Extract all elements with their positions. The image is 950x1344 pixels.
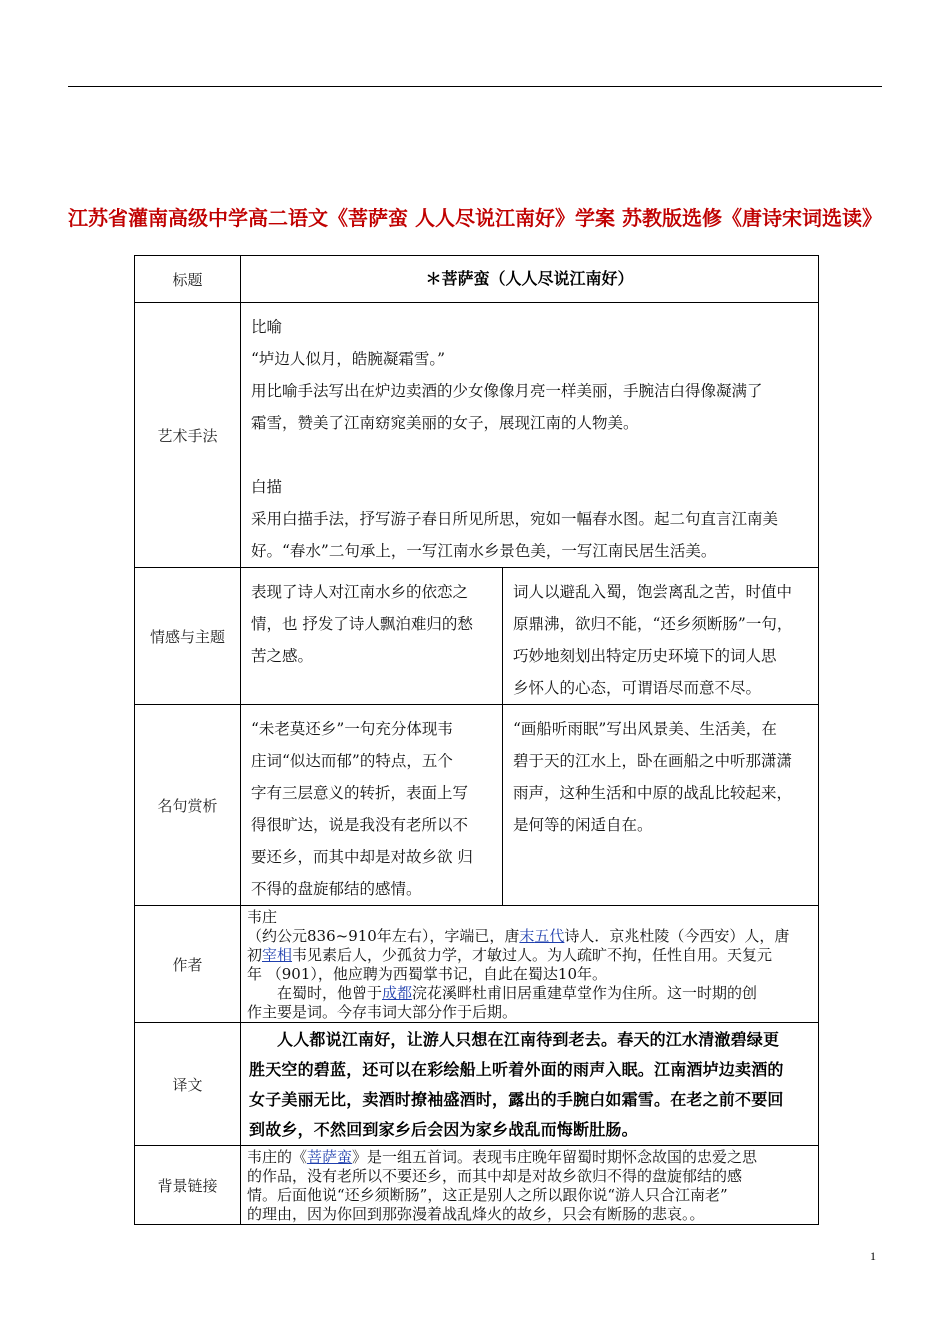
art-sketch-line: 采用白描手法，抒写游子春日所见所思，宛如一幅春水图。起二句直言江南美 xyxy=(251,510,779,528)
emotion-right-line: 原鼎沸，欲归不能，“还乡须断肠”一句， xyxy=(513,615,793,633)
row-art xyxy=(135,303,819,568)
row-translation xyxy=(135,1023,819,1146)
emotion-right-line: 巧妙地刻划出特定历史环境下的词人思 xyxy=(513,647,777,665)
link-chengdu[interactable]: 成都 xyxy=(382,984,413,1002)
famous-right-line: 碧于天的江水上，卧在画船之中听那潇潇 xyxy=(513,752,793,770)
famous-left-line: 要还乡，而其中却是对故乡欲 归 xyxy=(251,848,473,866)
background-line: 情。后面他说“还乡须断肠”，这正是别人之所以跟你说“游人只合江南老” xyxy=(247,1186,728,1204)
emotion-right xyxy=(503,568,819,705)
row-background xyxy=(135,1146,819,1225)
translation-line: 人人都说江南好，让游人只想在江南待到老去。春天的江水清澈碧绿更 xyxy=(277,1030,780,1049)
emotion-left-line: 苦之感。 xyxy=(251,647,314,665)
link-pusaman[interactable]: 菩萨蛮 xyxy=(307,1148,353,1166)
emotion-right-line: 乡怀人的心态，可谓语尽而意不尽。 xyxy=(513,679,762,697)
row-emotion xyxy=(135,568,819,705)
emotion-left-line: 情，也 抒发了诗人飘泊难归的愁 xyxy=(251,615,473,633)
link-wudai[interactable]: 五代 xyxy=(534,927,565,945)
link-mo[interactable]: 末 xyxy=(519,927,535,945)
label-title: 标题 xyxy=(135,256,241,303)
art-metaphor-heading: 比喻 xyxy=(251,318,283,336)
document-title: 江苏省灌南高级中学高二语文《菩萨蛮 人人尽说江南好》学案 苏教版选修《唐诗宋词选读》 xyxy=(68,206,882,230)
art-metaphor-line: 霜雪，赞美了江南窈窕美丽的女子，展现江南的人物美。 xyxy=(251,414,639,432)
famous-left-line: 不得的盘旋郁结的感情。 xyxy=(251,880,422,898)
author-bio-para2: 在蜀时，他曾于成都浣花溪畔杜甫旧居重建草堂作为住所。这一时期的创 xyxy=(277,984,758,1002)
art-sketch-line: 好。“春水”二句承上，一写江南水乡景色美，一写江南民居生活美。 xyxy=(251,542,717,560)
background-line: 韦庄的《菩萨蛮》是一组五首词。表现韦庄晚年留蜀时期怀念故国的忠爱之思 xyxy=(247,1148,758,1166)
famous-right-line: “画船听雨眠”写出风景美、生活美，在 xyxy=(513,720,777,738)
author-content xyxy=(241,906,819,1023)
emotion-left-line: 表现了诗人对江南水乡的依恋之 xyxy=(251,583,469,601)
art-sketch-heading: 白描 xyxy=(251,478,283,496)
translation-line: 到故乡，不然回到家乡后会因为家乡战乱而悔断肚肠。 xyxy=(249,1120,638,1139)
translation-content xyxy=(241,1023,819,1146)
background-content xyxy=(241,1146,819,1225)
label-author: 作者 xyxy=(135,906,241,1023)
famous-right-line: 雨声，这种生活和中原的战乱比较起来， xyxy=(513,784,793,802)
header-rule xyxy=(68,86,882,87)
poem-title: ＊菩萨蛮（人人尽说江南好） xyxy=(425,269,634,288)
art-metaphor-line: 用比喻手法写出在炉边卖酒的少女像像月亮一样美丽，手腕洁白得像凝满了 xyxy=(251,382,763,400)
famous-left-line: 字有三层意义的转折，表面上写 xyxy=(251,784,469,802)
emotion-right-line: 词人以避乱入蜀，饱尝离乱之苦，时值中 xyxy=(513,583,793,601)
label-art: 艺术手法 xyxy=(135,303,241,568)
famous-left-line: 得很旷达，说是我没有老所以不 xyxy=(251,816,469,834)
label-emotion: 情感与主题 xyxy=(135,568,241,705)
label-background: 背景链接 xyxy=(135,1146,241,1225)
background-line: 的作品，没有老所以不要还乡，而其中却是对故乡欲归不得的盘旋郁结的感 xyxy=(247,1167,743,1185)
art-content xyxy=(241,303,819,568)
title-value-cell xyxy=(241,256,819,303)
author-bio-para1: （约公元836~910年左右），字端已，唐末五代诗人．京兆杜陵（今西安）人，唐 初宰相韦见素后人，少孤贫力学，才敏过人。为人疏旷不拘，任性自用。天复元 年 （901），他应聘为西蜀掌书记，自此在蜀达10年。 xyxy=(247,927,790,983)
art-metaphor-quote: “垆边人似月，皓腕凝霜雪。” xyxy=(251,350,446,368)
row-author xyxy=(135,906,819,1023)
author-bio-para2-cont: 作主要是词。今存韦词大部分作于后期。 xyxy=(247,1003,518,1021)
famous-right-line: 是何等的闲适自在。 xyxy=(513,816,653,834)
emotion-left xyxy=(241,568,503,705)
row-famous-lines xyxy=(135,705,819,906)
author-name: 韦庄 xyxy=(247,908,278,926)
label-translation: 译文 xyxy=(135,1023,241,1146)
row-title xyxy=(135,256,819,303)
study-guide-table xyxy=(134,255,819,1225)
label-famous: 名句赏析 xyxy=(135,705,241,906)
famous-left xyxy=(241,705,503,906)
famous-left-line: “未老莫还乡”一句充分体现韦 xyxy=(251,720,453,738)
famous-left-line: 庄词“似达而郁”的特点，五个 xyxy=(251,752,453,770)
translation-line: 胜天空的碧蓝，还可以在彩绘船上听着外面的雨声入眠。江南酒垆边卖酒的 xyxy=(249,1060,784,1079)
translation-line: 女子美丽无比，卖酒时撩袖盛酒时，露出的手腕白如霜雪。在老之前不要回 xyxy=(249,1090,784,1109)
famous-right xyxy=(503,705,819,906)
page-number: 1 xyxy=(870,1249,876,1263)
link-zaixiang[interactable]: 宰相 xyxy=(262,946,293,964)
background-line: 的理由，因为你回到那弥漫着战乱烽火的故乡，只会有断肠的悲哀。。 xyxy=(247,1205,705,1223)
